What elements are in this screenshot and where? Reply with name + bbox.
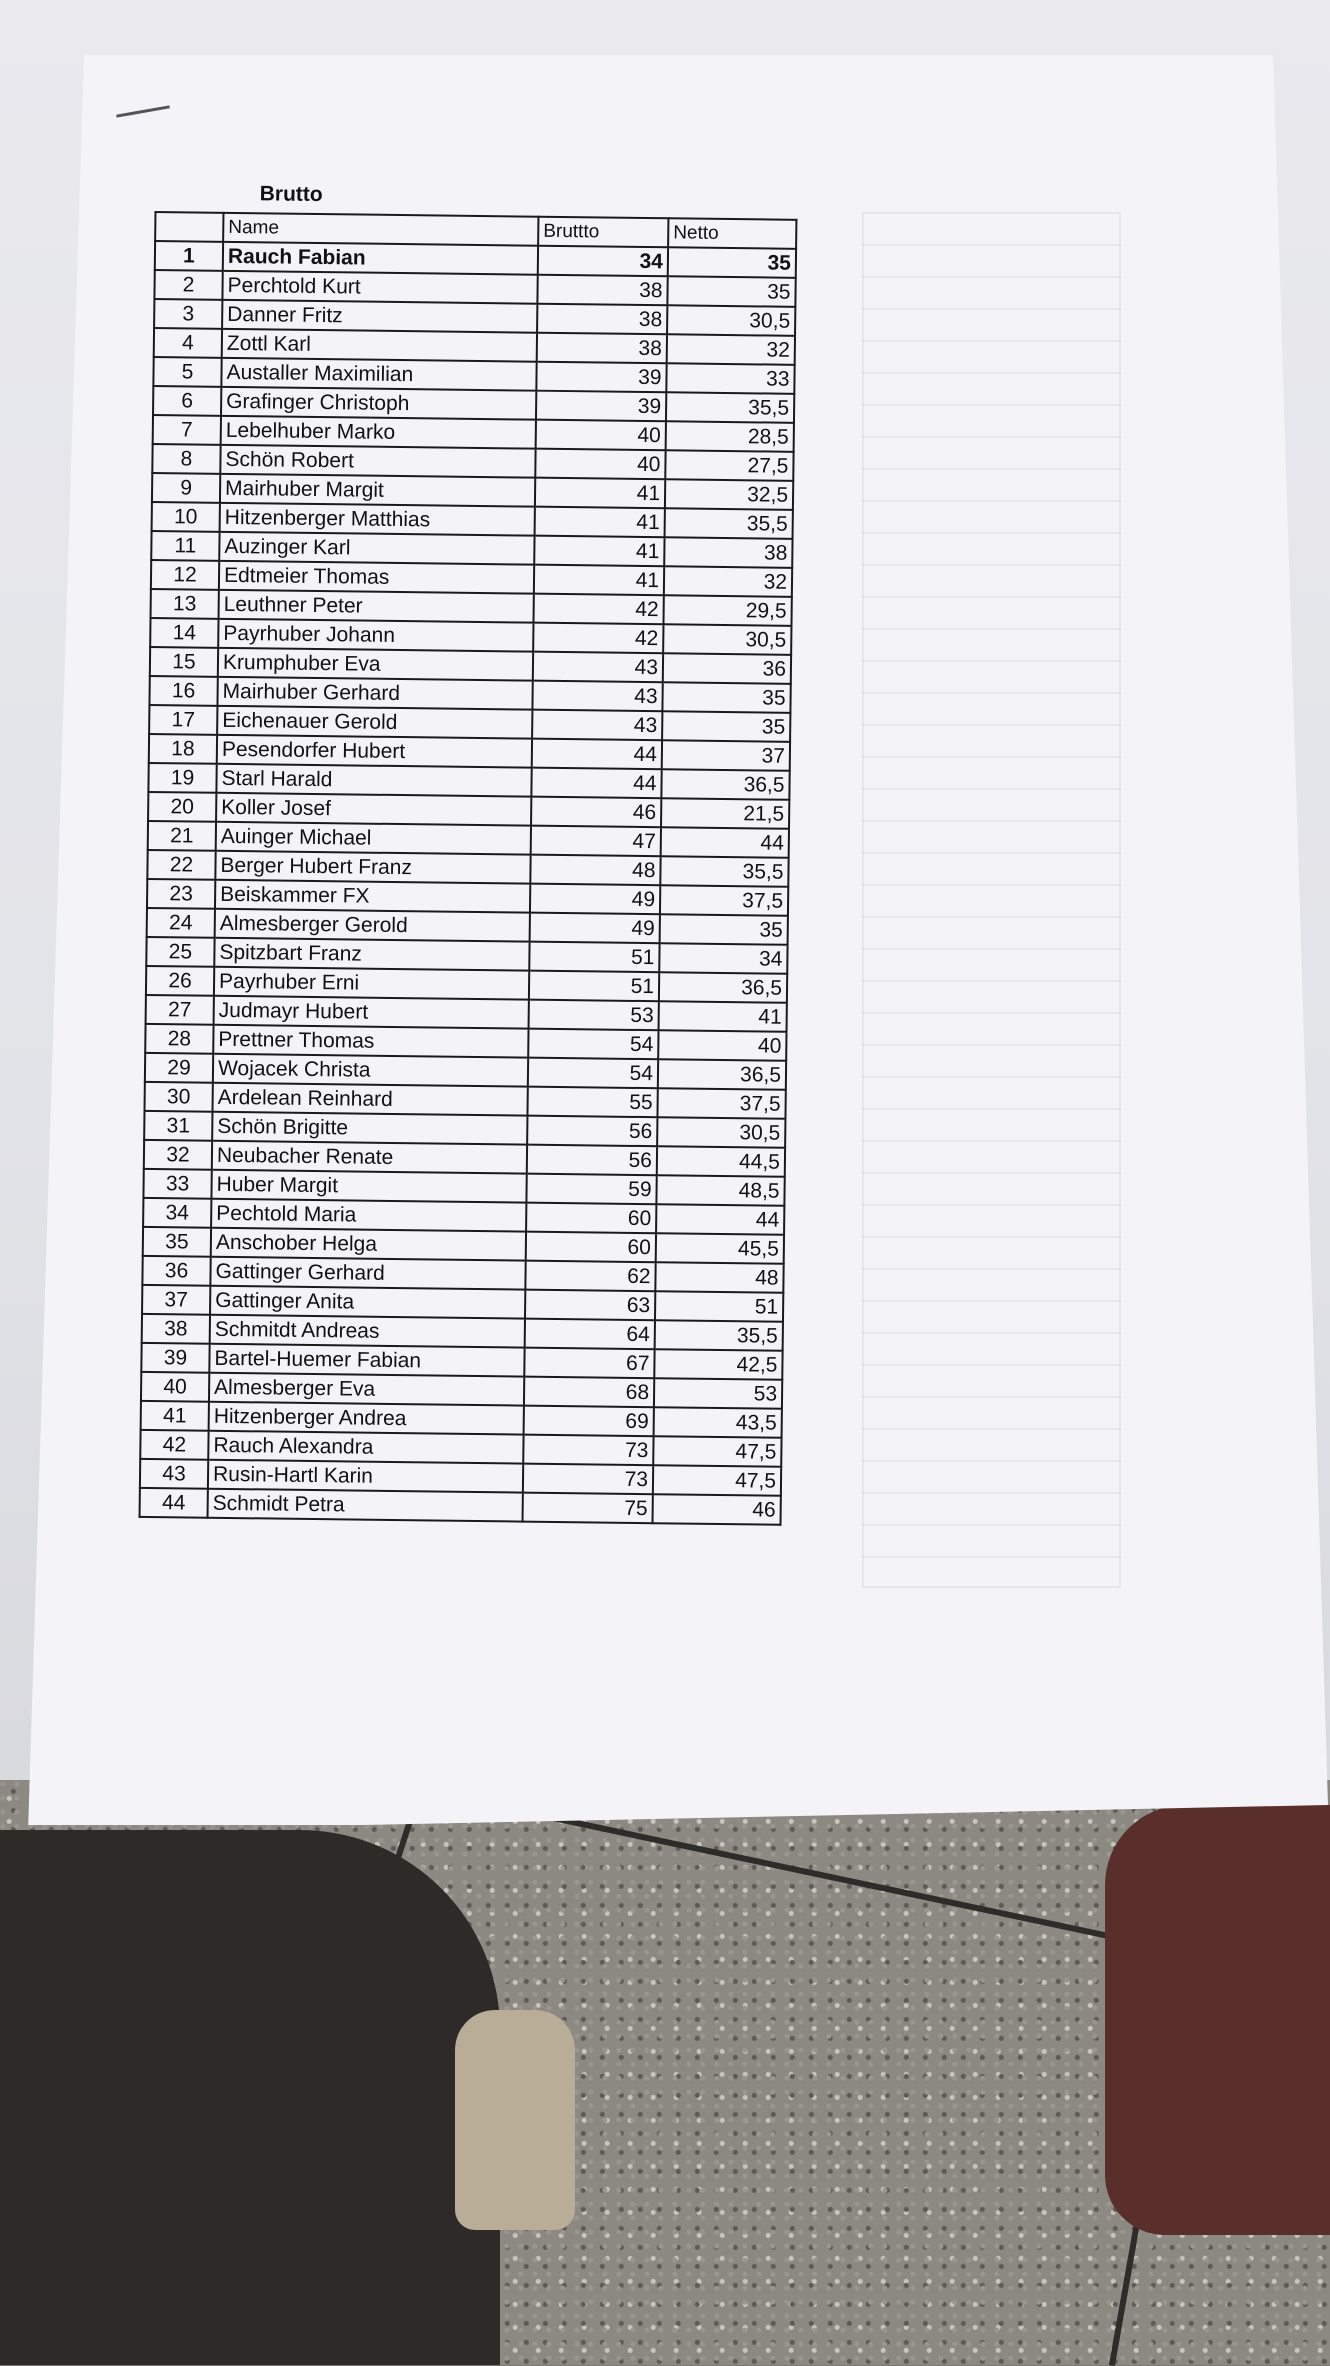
name-cell: Starl Harald xyxy=(216,764,531,797)
brutto-cell: 39 xyxy=(536,391,666,422)
brutto-cell: 67 xyxy=(524,1348,654,1379)
netto-cell: 27,5 xyxy=(665,450,793,481)
results-table xyxy=(139,211,798,1526)
rank-cell: 42 xyxy=(140,1430,208,1460)
name-cell: Ardelean Reinhard xyxy=(212,1083,527,1116)
brutto-cell: 59 xyxy=(526,1174,656,1205)
netto-cell: 44 xyxy=(656,1204,784,1235)
netto-cell: 36,5 xyxy=(659,972,787,1003)
netto-cell: 33 xyxy=(666,363,794,394)
brutto-cell: 75 xyxy=(523,1493,653,1524)
name-cell: Koller Josef xyxy=(216,793,531,826)
brutto-cell: 42 xyxy=(533,594,663,625)
name-cell: Zottl Karl xyxy=(222,329,537,362)
brutto-cell: 69 xyxy=(524,1406,654,1437)
netto-cell: 37,5 xyxy=(660,885,788,916)
name-cell: Anschober Helga xyxy=(211,1228,526,1261)
name-cell: Payrhuber Erni xyxy=(214,967,529,1000)
name-cell: Almesberger Eva xyxy=(209,1373,524,1406)
name-cell: Almesberger Gerold xyxy=(215,909,530,942)
netto-cell: 34 xyxy=(659,943,787,974)
brutto-cell: 43 xyxy=(532,710,662,741)
name-cell: Spitzbart Franz xyxy=(214,938,529,971)
brutto-cell: 48 xyxy=(530,855,660,886)
name-cell: Krumphuber Eva xyxy=(218,648,533,681)
netto-cell: 35 xyxy=(668,247,796,278)
rank-cell: 17 xyxy=(149,705,217,735)
rank-cell: 36 xyxy=(142,1256,210,1286)
name-cell: Gattinger Anita xyxy=(210,1286,525,1319)
brutto-cell: 42 xyxy=(533,623,663,654)
rank-cell: 35 xyxy=(143,1227,211,1257)
floor-seam xyxy=(529,1810,1137,1945)
shoe-left xyxy=(455,2010,575,2230)
name-cell: Schön Brigitte xyxy=(212,1112,527,1145)
rank-cell: 13 xyxy=(151,589,219,619)
netto-cell: 21,5 xyxy=(661,798,789,829)
rank-cell: 2 xyxy=(154,270,222,300)
netto-cell: 43,5 xyxy=(654,1407,782,1438)
brutto-cell: 44 xyxy=(531,768,661,799)
brutto-cell: 38 xyxy=(537,275,667,306)
netto-cell: 32,5 xyxy=(665,479,793,510)
brutto-cell: 64 xyxy=(525,1319,655,1350)
rank-cell: 19 xyxy=(148,763,216,793)
rank-cell: 8 xyxy=(152,444,220,474)
name-cell: Leuthner Peter xyxy=(219,590,534,623)
rank-cell: 1 xyxy=(155,241,223,271)
name-cell: Danner Fritz xyxy=(222,300,537,333)
name-cell: Perchtold Kurt xyxy=(222,271,537,304)
name-cell: Rusin-Hartl Karin xyxy=(208,1460,523,1493)
netto-cell: 35 xyxy=(660,914,788,945)
name-cell: Huber Margit xyxy=(211,1170,526,1203)
rank-cell: 43 xyxy=(140,1459,208,1489)
netto-cell: 46 xyxy=(653,1494,781,1525)
brutto-cell: 41 xyxy=(535,507,665,538)
netto-cell: 36 xyxy=(663,653,791,684)
rank-cell: 25 xyxy=(146,937,214,967)
name-cell: Bartel-Huemer Fabian xyxy=(209,1344,524,1377)
brutto-cell: 56 xyxy=(527,1145,657,1176)
rank-cell: 10 xyxy=(152,502,220,532)
name-cell: Edtmeier Thomas xyxy=(219,561,534,594)
rank-cell: 38 xyxy=(142,1314,210,1344)
name-cell: Berger Hubert Franz xyxy=(215,851,530,884)
brutto-header: Bruttto xyxy=(538,217,668,248)
netto-cell: 41 xyxy=(659,1001,787,1032)
rank-cell: 16 xyxy=(149,676,217,706)
name-cell: Eichenauer Gerold xyxy=(217,706,532,739)
name-cell: Judmayr Hubert xyxy=(214,996,529,1029)
brutto-cell: 43 xyxy=(532,681,662,712)
name-cell: Austaller Maximilian xyxy=(221,358,536,391)
rank-header xyxy=(155,212,223,242)
rank-cell: 11 xyxy=(151,531,219,561)
name-cell: Rauch Alexandra xyxy=(208,1431,523,1464)
rank-cell: 44 xyxy=(140,1488,208,1518)
rank-cell: 32 xyxy=(144,1140,212,1170)
netto-cell: 44 xyxy=(661,827,789,858)
brutto-cell: 46 xyxy=(531,797,661,828)
brutto-cell: 34 xyxy=(538,246,668,277)
rank-cell: 34 xyxy=(143,1198,211,1228)
brutto-cell: 55 xyxy=(527,1087,657,1118)
netto-cell: 30,5 xyxy=(663,624,791,655)
name-cell: Grafinger Christoph xyxy=(221,387,536,420)
brutto-cell: 53 xyxy=(529,1000,659,1031)
brutto-cell: 41 xyxy=(535,478,665,509)
name-cell: Schmidt Petra xyxy=(208,1489,523,1522)
rank-cell: 39 xyxy=(141,1343,209,1373)
rank-cell: 9 xyxy=(152,473,220,503)
brutto-cell: 73 xyxy=(523,1464,653,1495)
brutto-cell: 40 xyxy=(535,449,665,480)
rank-cell: 23 xyxy=(147,879,215,909)
rank-cell: 6 xyxy=(153,386,221,416)
rank-cell: 4 xyxy=(154,328,222,358)
netto-cell: 35 xyxy=(667,276,795,307)
name-cell: Beiskammer FX xyxy=(215,880,530,913)
netto-cell: 38 xyxy=(664,537,792,568)
rank-cell: 12 xyxy=(151,560,219,590)
name-cell: Neubacher Renate xyxy=(212,1141,527,1174)
netto-cell: 35,5 xyxy=(660,856,788,887)
rank-cell: 24 xyxy=(147,908,215,938)
brutto-cell: 43 xyxy=(533,652,663,683)
netto-cell: 32 xyxy=(667,334,795,365)
netto-cell: 51 xyxy=(655,1291,783,1322)
netto-cell: 37 xyxy=(662,740,790,771)
netto-cell: 36,5 xyxy=(661,769,789,800)
rank-cell: 41 xyxy=(141,1401,209,1431)
netto-cell: 30,5 xyxy=(667,305,795,336)
rank-cell: 18 xyxy=(149,734,217,764)
brutto-cell: 51 xyxy=(529,971,659,1002)
name-cell: Gattinger Gerhard xyxy=(210,1257,525,1290)
brutto-cell: 51 xyxy=(529,942,659,973)
brutto-cell: 38 xyxy=(537,304,667,335)
name-cell: Prettner Thomas xyxy=(213,1025,528,1058)
netto-cell: 32 xyxy=(664,566,792,597)
name-cell: Rauch Fabian xyxy=(223,242,538,275)
brutto-cell: 73 xyxy=(523,1435,653,1466)
brutto-cell: 56 xyxy=(527,1116,657,1147)
netto-cell: 29,5 xyxy=(663,595,791,626)
brutto-cell: 38 xyxy=(537,333,667,364)
brutto-cell: 47 xyxy=(531,826,661,857)
netto-cell: 35 xyxy=(662,711,790,742)
brutto-cell: 62 xyxy=(525,1261,655,1292)
name-cell: Mairhuber Gerhard xyxy=(217,677,532,710)
name-cell: Lebelhuber Marko xyxy=(221,416,536,449)
brutto-cell: 44 xyxy=(532,739,662,770)
name-cell: Payrhuber Johann xyxy=(218,619,533,652)
netto-cell: 53 xyxy=(654,1378,782,1409)
rank-cell: 15 xyxy=(150,647,218,677)
brutto-cell: 68 xyxy=(524,1377,654,1408)
rank-cell: 37 xyxy=(142,1285,210,1315)
name-cell: Pechtold Maria xyxy=(211,1199,526,1232)
netto-cell: 47,5 xyxy=(653,1436,781,1467)
brutto-cell: 40 xyxy=(536,420,666,451)
name-cell: Schön Robert xyxy=(220,445,535,478)
brutto-cell: 39 xyxy=(536,362,666,393)
name-header: Name xyxy=(223,213,538,246)
netto-cell: 48 xyxy=(655,1262,783,1293)
rank-cell: 20 xyxy=(148,792,216,822)
rank-cell: 27 xyxy=(146,995,214,1025)
brutto-cell: 41 xyxy=(534,565,664,596)
netto-cell: 35 xyxy=(662,682,790,713)
name-cell: Auinger Michael xyxy=(216,822,531,855)
rank-cell: 7 xyxy=(153,415,221,445)
netto-cell: 37,5 xyxy=(657,1088,785,1119)
netto-cell: 35,5 xyxy=(666,392,794,423)
brutto-cell: 49 xyxy=(530,884,660,915)
rank-cell: 28 xyxy=(145,1024,213,1054)
netto-header: Netto xyxy=(668,218,796,249)
rank-cell: 31 xyxy=(144,1111,212,1141)
rank-cell: 33 xyxy=(143,1169,211,1199)
rank-cell: 14 xyxy=(150,618,218,648)
netto-cell: 48,5 xyxy=(656,1175,784,1206)
netto-cell: 47,5 xyxy=(653,1465,781,1496)
rank-cell: 22 xyxy=(147,850,215,880)
brutto-cell: 60 xyxy=(526,1232,656,1263)
rank-cell: 30 xyxy=(145,1082,213,1112)
netto-cell: 45,5 xyxy=(656,1233,784,1264)
person-leg xyxy=(0,1830,500,2365)
rank-cell: 21 xyxy=(148,821,216,851)
rank-cell: 26 xyxy=(146,966,214,996)
brutto-cell: 60 xyxy=(526,1203,656,1234)
shoe-right xyxy=(1105,1805,1330,2235)
brutto-cell: 49 xyxy=(530,913,660,944)
brutto-cell: 41 xyxy=(534,536,664,567)
netto-cell: 42,5 xyxy=(654,1349,782,1380)
show-through-table xyxy=(862,212,1121,1588)
netto-cell: 35,5 xyxy=(655,1320,783,1351)
rank-cell: 40 xyxy=(141,1372,209,1402)
rank-cell: 3 xyxy=(154,299,222,329)
name-cell: Wojacek Christa xyxy=(213,1054,528,1087)
brutto-cell: 54 xyxy=(528,1029,658,1060)
name-cell: Hitzenberger Matthias xyxy=(220,503,535,536)
rank-cell: 5 xyxy=(153,357,221,387)
name-cell: Auzinger Karl xyxy=(219,532,534,565)
netto-cell: 30,5 xyxy=(657,1117,785,1148)
document-title: Brutto xyxy=(259,182,323,207)
netto-cell: 35,5 xyxy=(665,508,793,539)
rank-cell: 29 xyxy=(145,1053,213,1083)
brutto-cell: 54 xyxy=(528,1058,658,1089)
netto-cell: 40 xyxy=(658,1030,786,1061)
name-cell: Pesendorfer Hubert xyxy=(217,735,532,768)
netto-cell: 28,5 xyxy=(666,421,794,452)
name-cell: Mairhuber Margit xyxy=(220,474,535,507)
table-body xyxy=(140,241,797,1525)
netto-cell: 44,5 xyxy=(657,1146,785,1177)
name-cell: Hitzenberger Andrea xyxy=(209,1402,524,1435)
name-cell: Schmitdt Andreas xyxy=(210,1315,525,1348)
brutto-cell: 63 xyxy=(525,1290,655,1321)
netto-cell: 36,5 xyxy=(658,1059,786,1090)
